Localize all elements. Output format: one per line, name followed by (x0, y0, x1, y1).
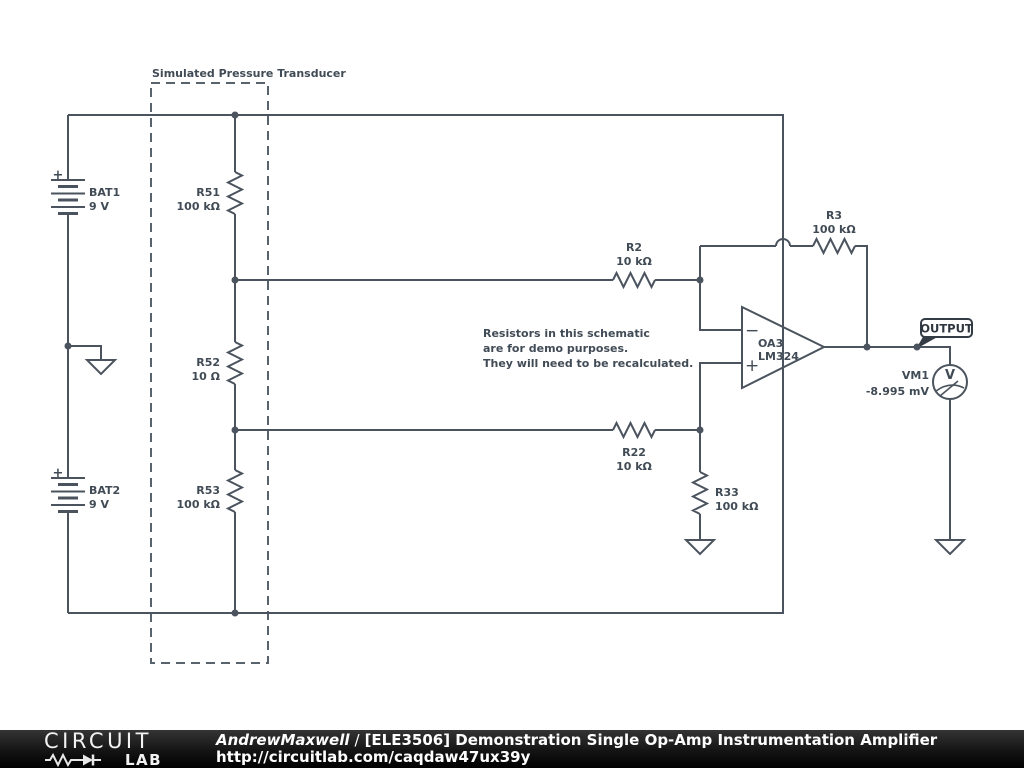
logo-lab-text: LAB (125, 750, 163, 769)
r2-value: 10 kΩ (616, 255, 652, 268)
resistor-r33[interactable] (693, 472, 759, 514)
separator: / (354, 731, 360, 749)
ground-icon (686, 540, 714, 554)
junction-dot (697, 277, 704, 284)
battery-bat1[interactable] (51, 168, 120, 214)
logo-circuit-text: CIRCUIT (44, 728, 152, 753)
logo-resistor-diode-icon (44, 753, 122, 767)
junction-dot (697, 427, 704, 434)
junction-dot (914, 344, 921, 351)
wire-inverting-input (700, 246, 742, 330)
resistor-r53[interactable] (177, 470, 242, 512)
output-flag-label: OUTPUT (920, 321, 973, 336)
r22-value: 10 kΩ (616, 460, 652, 473)
r51-zigzag (228, 172, 242, 214)
wire-output (824, 347, 950, 540)
junction-dot (864, 344, 871, 351)
battery-bat2[interactable] (51, 466, 120, 512)
vm1-name: VM1 (901, 369, 929, 382)
ground-icon (936, 540, 964, 554)
bat2-name: BAT2 (89, 484, 121, 497)
bat2-plates (51, 478, 85, 512)
wire-noninverting-input (700, 363, 742, 430)
r33-value: 100 kΩ (715, 500, 759, 513)
r52-name: R52 (196, 356, 220, 369)
bat1-plates (51, 180, 85, 214)
r33-zigzag (693, 472, 707, 514)
bat1-name: BAT1 (89, 186, 121, 199)
r22-name: R22 (622, 446, 646, 459)
voltmeter-vm1[interactable] (866, 365, 967, 399)
junction-dot (232, 427, 239, 434)
bat1-value: 9 V (89, 200, 109, 213)
r2-name: R2 (625, 241, 643, 254)
bat1-plus-sign: + (52, 168, 64, 183)
r22-zigzag (613, 423, 655, 437)
author-name: AndrewMaxwell (216, 731, 350, 749)
r52-value: 10 Ω (191, 370, 220, 383)
opamp-name: OA3 (758, 337, 784, 350)
schematic-title: [ELE3506] Demonstration Single Op-Amp Instrumentation Amplifier (364, 731, 938, 749)
note-annotation (483, 327, 693, 370)
resistor-r52[interactable] (192, 342, 243, 384)
r53-name: R53 (196, 484, 220, 497)
r53-value: 100 kΩ (176, 498, 220, 511)
resistor-r51[interactable] (177, 172, 242, 214)
r51-name: R51 (196, 186, 220, 199)
note-line-1: Resistors in this schematic (483, 327, 650, 340)
opamp-plus-symbol: + (745, 356, 760, 376)
bat2-plus-sign: + (52, 466, 64, 481)
circuitlab-logo (44, 728, 174, 769)
junction-dot (232, 112, 239, 119)
footer-title-line (216, 732, 937, 749)
transducer-box-label: Simulated Pressure Transducer (152, 67, 346, 80)
r3-value: 100 kΩ (812, 223, 856, 236)
opamp-minus-symbol: − (745, 321, 760, 341)
junction-dot (65, 343, 72, 350)
voltmeter-glyph: V (944, 368, 956, 383)
wire-ground-branch (68, 346, 101, 360)
ground-icon (87, 360, 115, 374)
resistor-r22[interactable] (613, 423, 655, 473)
transducer-box (151, 67, 346, 663)
r3-zigzag (813, 239, 855, 253)
r53-zigzag (228, 470, 242, 512)
ground-symbols (87, 360, 964, 554)
r51-value: 100 kΩ (176, 200, 220, 213)
note-line-2: are for demo purposes. (483, 342, 629, 355)
note-line-3: They will need to be recalculated. (483, 357, 694, 370)
junction-dot (232, 277, 239, 284)
footer-meta (216, 732, 937, 766)
r2-zigzag (613, 273, 655, 287)
r52-zigzag (228, 342, 242, 384)
r33-name: R33 (715, 486, 739, 499)
resistor-r3[interactable] (812, 209, 856, 253)
resistor-r2[interactable] (613, 241, 655, 287)
r3-name: R3 (825, 209, 843, 222)
bat2-value: 9 V (89, 498, 109, 511)
opamp-value: LM324 (758, 350, 799, 363)
junction-dot (232, 610, 239, 617)
schematic-url[interactable]: http://circuitlab.com/caqdaw47ux39y (216, 748, 531, 766)
vm1-value: -8.995 mV (865, 385, 929, 398)
footer-bar (0, 730, 1024, 768)
output-flag[interactable] (916, 319, 973, 349)
